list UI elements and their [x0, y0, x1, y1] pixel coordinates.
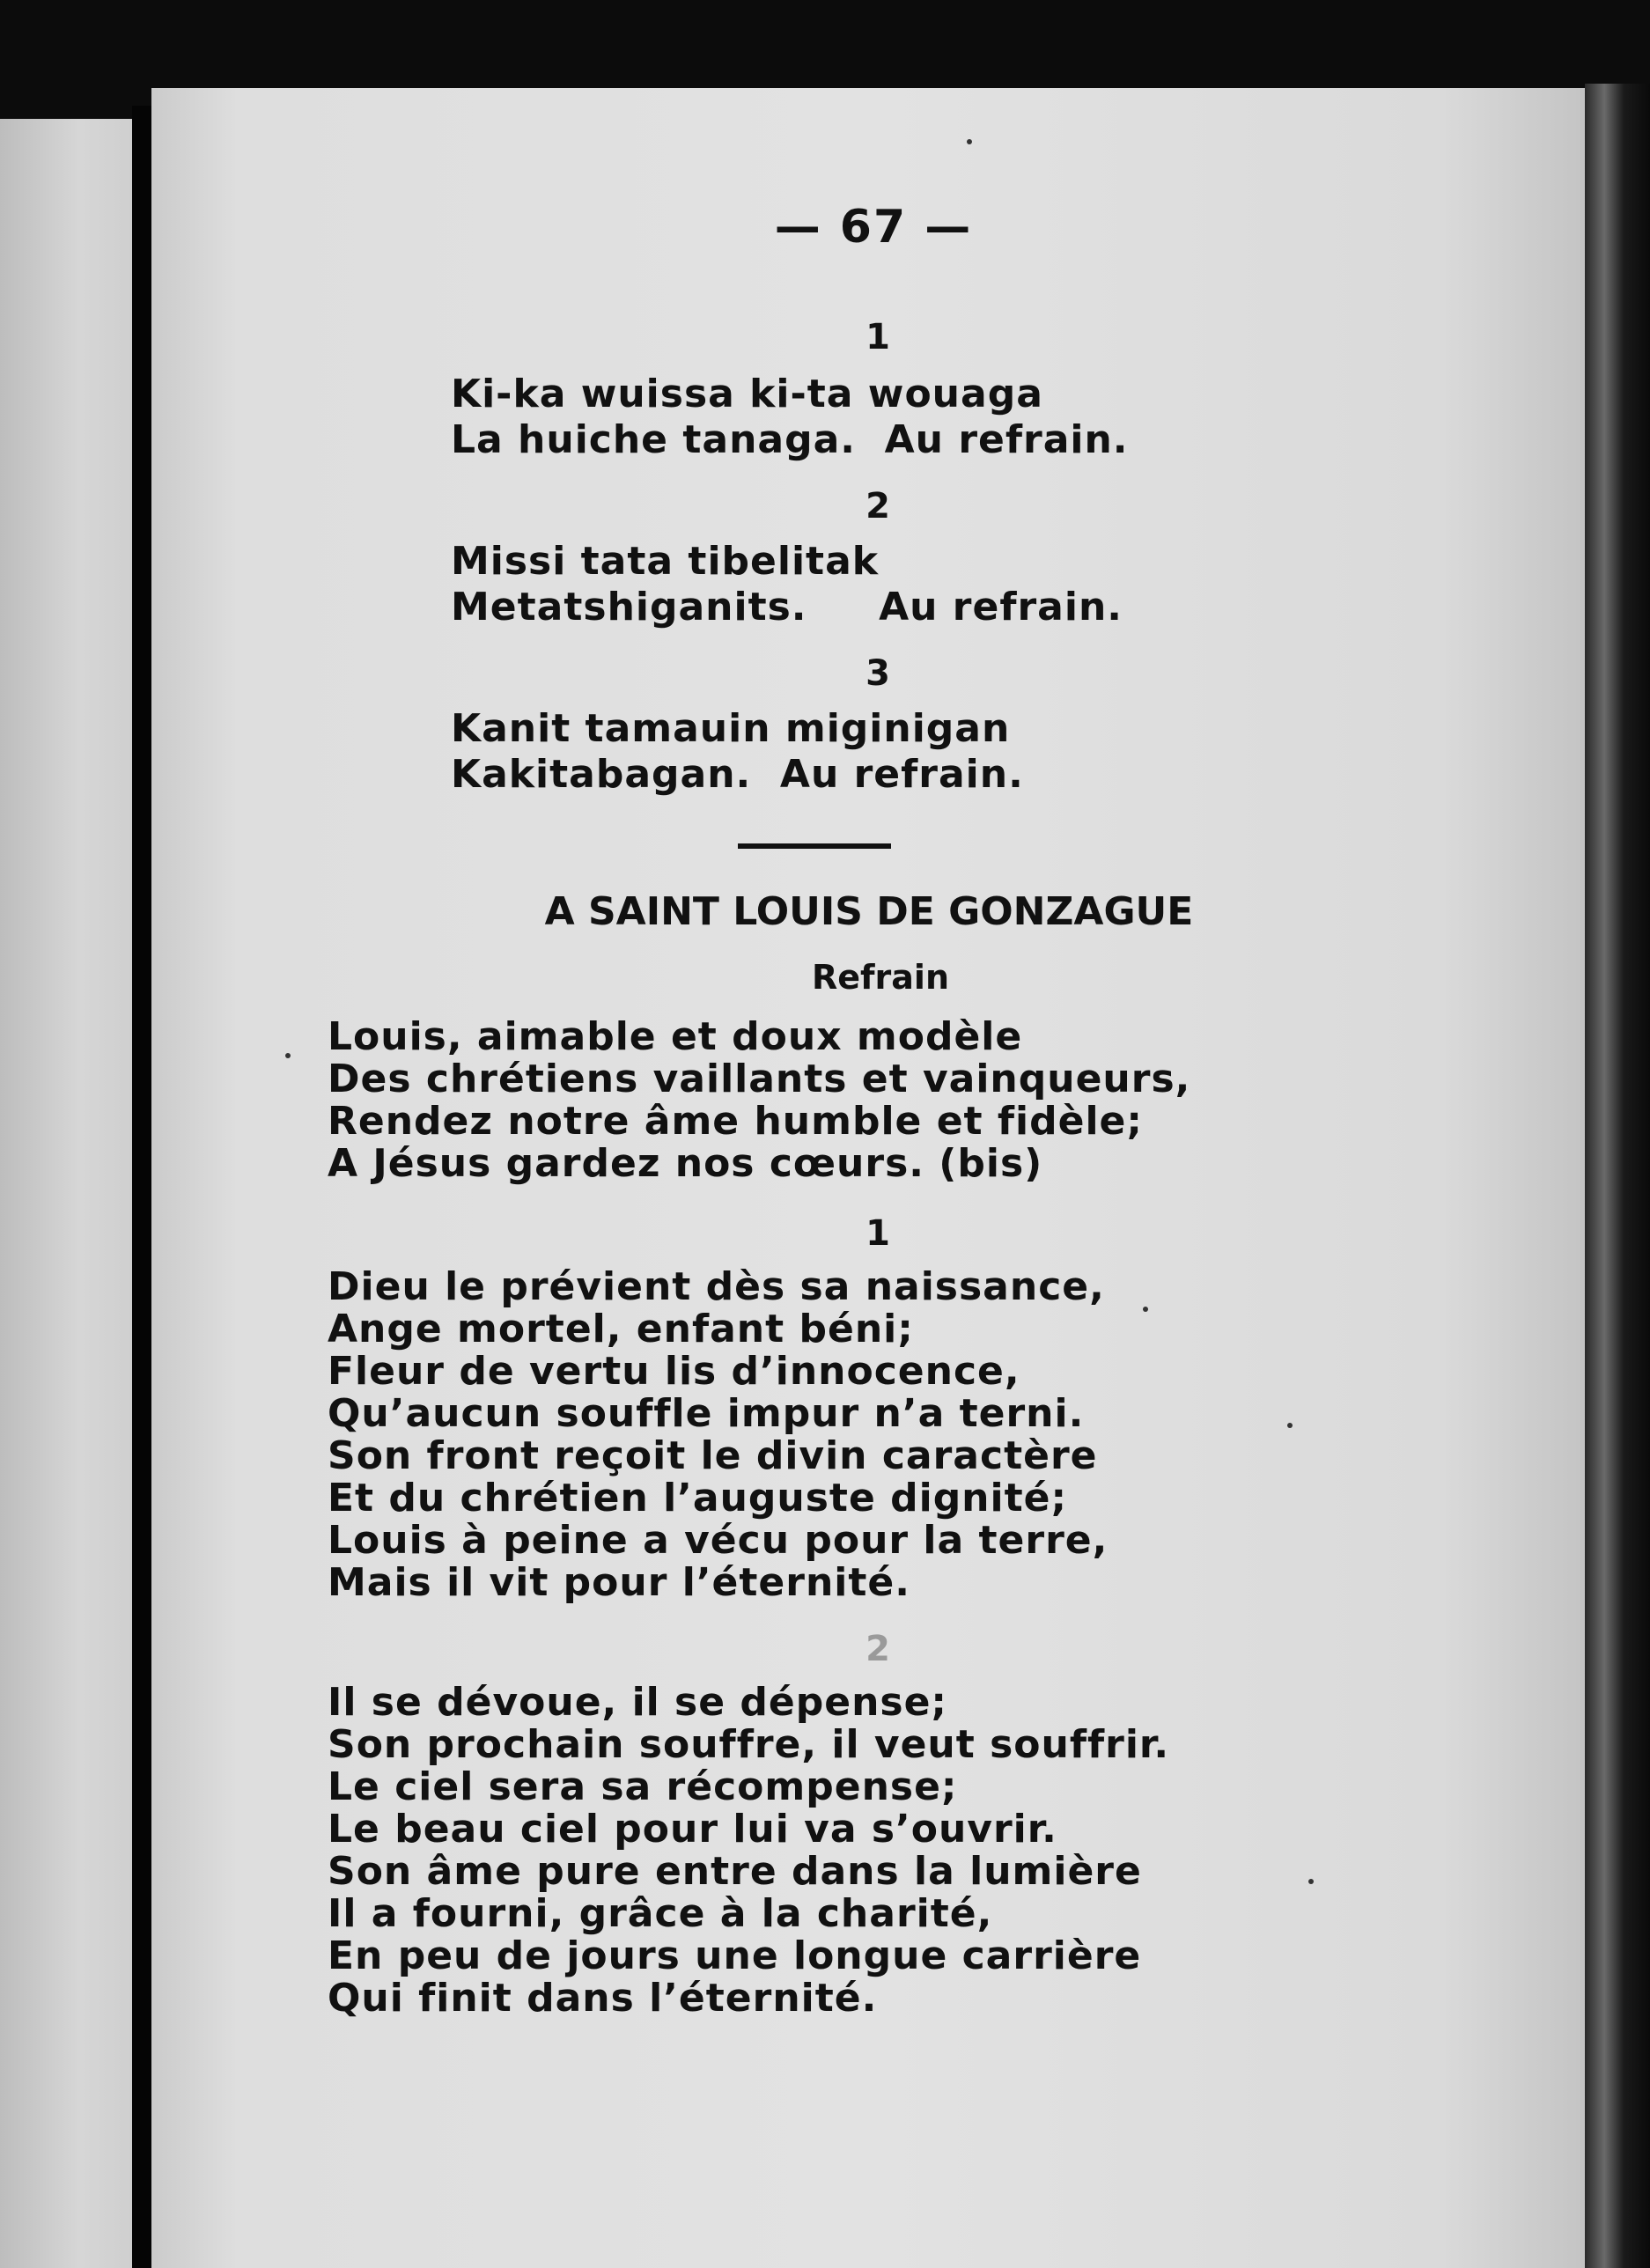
refrain-line: A Jésus gardez nos cœurs. (bis): [328, 1141, 1043, 1186]
refrain-line: Louis, aimable et doux modèle: [328, 1014, 1023, 1059]
verse-line: Qui finit dans l’éternité.: [328, 1976, 878, 2021]
verse-line: Qu’aucun souffle impur n’a terni.: [328, 1391, 1085, 1436]
page-number: — 67 —: [774, 201, 973, 254]
verse-line: Kanit tamauin miginigan: [451, 706, 1011, 751]
verse-line: Ki-ka wuissa ki-ta wouaga: [451, 372, 1043, 416]
verse-number: 3: [866, 653, 890, 694]
scan-speck: [285, 1053, 291, 1058]
song-title: A SAINT LOUIS DE GONZAGUE: [544, 889, 1194, 934]
section-divider: [738, 843, 891, 849]
refrain-line: Rendez notre âme humble et fidèle;: [328, 1099, 1143, 1144]
verse-line: Le beau ciel pour lui va s’ouvrir.: [328, 1807, 1057, 1852]
verse-line: Et du chrétien l’auguste dignité;: [328, 1476, 1068, 1521]
verse-line: Mais il vit pour l’éternité.: [328, 1560, 910, 1605]
verse-line: Son front reçoit le divin caractère: [328, 1433, 1098, 1478]
verse-line: Fleur de vertu lis d’innocence,: [328, 1349, 1020, 1394]
refrain-line: Des chrétiens vaillants et vainqueurs,: [328, 1057, 1191, 1101]
verse-number: 1: [866, 1213, 890, 1254]
verse-line: Kakitabagan. Au refrain.: [451, 752, 1024, 797]
scan-speck: [1287, 1423, 1293, 1428]
scan-speck: [967, 139, 972, 144]
verse-line: Il se dévoue, il se dépense;: [328, 1680, 948, 1725]
verse-number: 1: [866, 317, 890, 357]
verse-line: La huiche tanaga. Au refrain.: [451, 417, 1129, 462]
verse-line: Son prochain souffre, il veut souffrir.: [328, 1722, 1170, 1767]
verse-line: Il a fourni, grâce à la charité,: [328, 1891, 993, 1936]
scan-speck: [1143, 1307, 1148, 1312]
verse-line: Metatshiganits. Au refrain.: [451, 585, 1123, 630]
book-gutter: [132, 106, 151, 2268]
verse-line: Louis à peine a vécu pour la terre,: [328, 1518, 1109, 1563]
verse-line: En peu de jours une longue carrière: [328, 1933, 1142, 1978]
scan-speck: [1308, 1879, 1314, 1884]
verse-line: Le ciel sera sa récompense;: [328, 1764, 958, 1809]
verse-number: 2: [866, 486, 890, 526]
verse-line: Ange mortel, enfant béni;: [328, 1307, 914, 1351]
verse-line: Son âme pure entre dans la lumière: [328, 1849, 1142, 1894]
verse-number: 2: [866, 1629, 890, 1669]
right-page-edge: [1585, 84, 1650, 2268]
left-page-edge: [0, 119, 132, 2268]
verse-line: Dieu le prévient dès sa naissance,: [328, 1264, 1105, 1309]
refrain-heading: Refrain: [811, 958, 950, 997]
verse-line: Missi tata tibelitak: [451, 539, 880, 584]
